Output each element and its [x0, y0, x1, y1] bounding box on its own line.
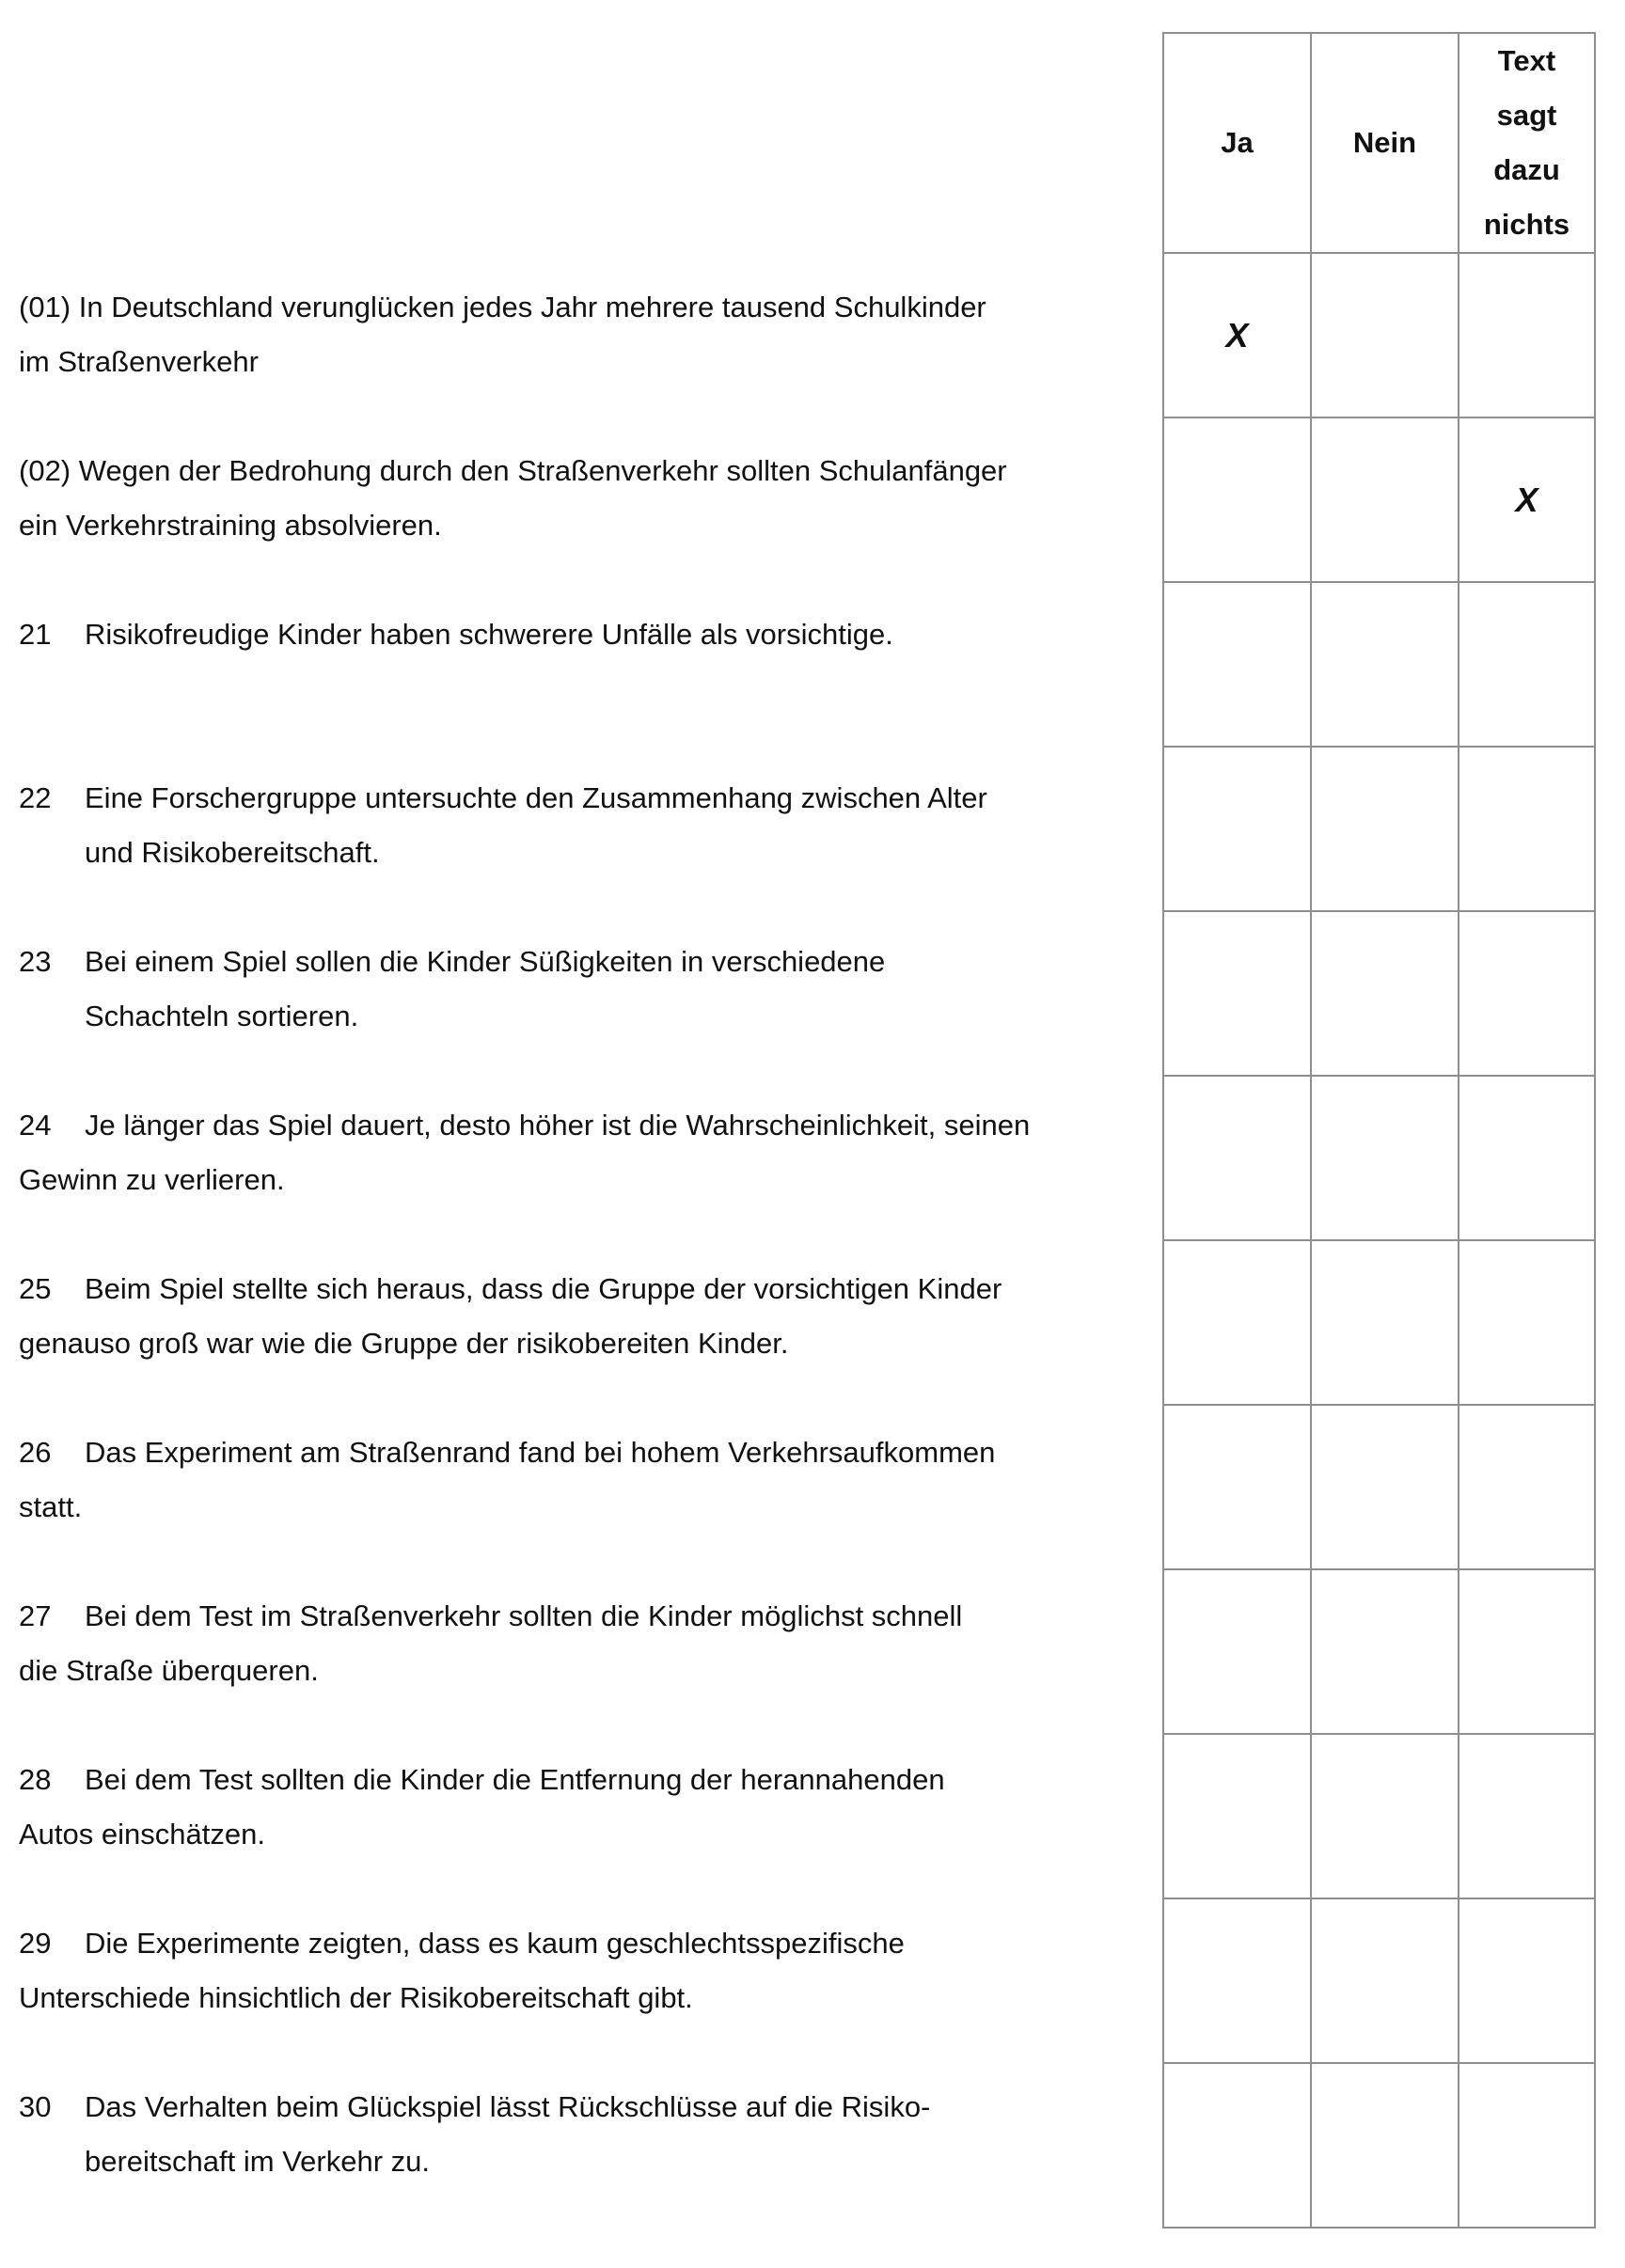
- answer-cell-ja[interactable]: [1163, 1240, 1311, 1405]
- grid-row-21: [1163, 582, 1595, 747]
- statement-25: [19, 1262, 1091, 1371]
- statement-line: Risikofreudige Kinder haben schwerere Unfälle als vorsichtige.: [85, 618, 893, 651]
- answer-cell-nichts[interactable]: [1459, 1405, 1595, 1569]
- answer-cell-nein[interactable]: [1311, 582, 1459, 747]
- grid-row-02: [1163, 417, 1595, 582]
- statement-number: 22: [19, 781, 52, 814]
- statement-line: Das Experiment am Straßenrand fand bei hohem Verkehrsaufkommen: [85, 1436, 996, 1469]
- statement-number: 27: [19, 1599, 52, 1632]
- statement-line: genauso groß war wie die Gruppe der risikobereiten Kinder.: [19, 1327, 789, 1360]
- statement-21: [19, 607, 1091, 662]
- grid-row-25: [1163, 1240, 1595, 1405]
- answer-cell-nein[interactable]: [1311, 1240, 1459, 1405]
- statement-line: Bei einem Spiel sollen die Kinder Süßigkeiten in verschiedene: [85, 945, 886, 978]
- statement-number: 25: [19, 1272, 52, 1305]
- answer-cell-nein[interactable]: [1311, 1569, 1459, 1734]
- grid-row-23: [1163, 911, 1595, 1076]
- statement-number: 28: [19, 1763, 52, 1796]
- statement-line: Bei dem Test sollten die Kinder die Entfernung der herannahenden: [85, 1763, 945, 1796]
- statement-22: [19, 771, 1091, 880]
- statement-02: [19, 444, 1091, 553]
- statement-number: 29: [19, 1927, 52, 1960]
- answer-grid: [1162, 32, 1596, 2229]
- statement-line: Beim Spiel stellte sich heraus, dass die Gruppe der vorsichtigen Kinder: [85, 1272, 1002, 1305]
- column-header-text-sagt-dazu-nichts: Text sagt dazu nichts: [1459, 33, 1595, 253]
- answer-cell-nein[interactable]: [1311, 911, 1459, 1076]
- statement-line: Gewinn zu verlieren.: [19, 1163, 285, 1196]
- statement-line: statt.: [19, 1490, 83, 1523]
- statement-26: [19, 1425, 1091, 1535]
- statement-number: 23: [19, 945, 52, 978]
- answer-cell-nichts[interactable]: [1459, 1734, 1595, 1898]
- answer-cell-nichts[interactable]: [1459, 747, 1595, 911]
- statement-line: Je länger das Spiel dauert, desto höher ist die Wahrscheinlichkeit, seinen: [85, 1109, 1031, 1142]
- statement-28: [19, 1753, 1091, 1862]
- statement-line: (02) Wegen der Bedrohung durch den Straßenverkehr sollten Schulanfänger: [19, 454, 1007, 487]
- answer-cell-nein[interactable]: [1311, 1734, 1459, 1898]
- grid-row-29: [1163, 1898, 1595, 2063]
- answer-cell-nein[interactable]: [1311, 1898, 1459, 2063]
- statement-27: [19, 1589, 1091, 1698]
- answer-cell-ja[interactable]: [1163, 582, 1311, 747]
- answer-cell-nichts[interactable]: [1459, 1569, 1595, 1734]
- answer-cell-nichts[interactable]: [1459, 1898, 1595, 2063]
- statement-line: Unterschiede hinsichtlich der Risikobereitschaft gibt.: [19, 1981, 693, 2014]
- answer-cell-nein[interactable]: [1311, 253, 1459, 417]
- statement-number: 26: [19, 1436, 52, 1469]
- answer-cell-nichts[interactable]: [1459, 582, 1595, 747]
- statement-line: ein Verkehrstraining absolvieren.: [19, 509, 442, 542]
- answer-cell-nein[interactable]: [1311, 1405, 1459, 1569]
- statement-line: Das Verhalten beim Glückspiel lässt Rückschlüsse auf die Risiko-: [85, 2090, 931, 2123]
- statement-number: 24: [19, 1109, 52, 1142]
- answer-cell-ja[interactable]: [1163, 1076, 1311, 1240]
- answer-cell-ja[interactable]: [1163, 2063, 1311, 2228]
- answer-cell-ja[interactable]: [1163, 1405, 1311, 1569]
- statement-29: [19, 1916, 1091, 2025]
- grid-row-28: [1163, 1734, 1595, 1898]
- grid-row-27: [1163, 1569, 1595, 1734]
- answer-cell-nein[interactable]: [1311, 747, 1459, 911]
- statement-line: Eine Forschergruppe untersuchte den Zusammenhang zwischen Alter: [85, 781, 987, 814]
- answer-cell-nein[interactable]: [1311, 2063, 1459, 2228]
- answer-cell-ja[interactable]: [1163, 253, 1311, 417]
- statement-number: 21: [19, 618, 52, 651]
- grid-row-24: [1163, 1076, 1595, 1240]
- answer-cell-nichts[interactable]: [1459, 417, 1595, 582]
- answer-cell-nichts[interactable]: [1459, 1240, 1595, 1405]
- answer-cell-nein[interactable]: [1311, 1076, 1459, 1240]
- answer-cell-ja[interactable]: [1163, 747, 1311, 911]
- statement-30: [19, 2080, 1091, 2189]
- grid-header-row: [1163, 33, 1595, 253]
- statement-line: Autos einschätzen.: [19, 1818, 265, 1851]
- grid-row-26: [1163, 1405, 1595, 1569]
- column-header-nein: Nein: [1311, 33, 1459, 253]
- answer-mark: X: [1225, 315, 1249, 354]
- answer-cell-nichts[interactable]: [1459, 2063, 1595, 2228]
- answer-cell-ja[interactable]: [1163, 911, 1311, 1076]
- statement-23: [19, 935, 1091, 1044]
- cut-off-heading: [90, 0, 579, 4]
- statement-line: Bei dem Test im Straßenverkehr sollten die Kinder möglichst schnell: [85, 1599, 963, 1632]
- answer-cell-nichts[interactable]: [1459, 1076, 1595, 1240]
- statement-line: Die Experimente zeigten, dass es kaum geschlechtsspezifische: [85, 1927, 905, 1960]
- statement-number: 30: [19, 2090, 52, 2123]
- answer-mark: X: [1515, 480, 1538, 519]
- statement-line: im Straßenverkehr: [19, 345, 259, 378]
- statement-01: [19, 280, 1091, 389]
- grid-row-01: [1163, 253, 1595, 417]
- answer-cell-nichts[interactable]: [1459, 911, 1595, 1076]
- statement-line: und Risikobereitschaft.: [85, 836, 380, 869]
- column-header-ja: Ja: [1163, 33, 1311, 253]
- grid-row-22: [1163, 747, 1595, 911]
- statement-line: (01) In Deutschland verunglücken jedes Jahr mehrere tausend Schulkinder: [19, 291, 986, 323]
- answer-cell-ja[interactable]: [1163, 1569, 1311, 1734]
- answer-cell-nein[interactable]: [1311, 417, 1459, 582]
- answer-cell-ja[interactable]: [1163, 417, 1311, 582]
- statement-line: bereitschaft im Verkehr zu.: [85, 2145, 430, 2178]
- statement-24: [19, 1098, 1091, 1207]
- answer-cell-nichts[interactable]: [1459, 253, 1595, 417]
- answer-cell-ja[interactable]: [1163, 1898, 1311, 2063]
- statement-line: Schachteln sortieren.: [85, 1000, 359, 1032]
- grid-row-30: [1163, 2063, 1595, 2228]
- statement-line: die Straße überqueren.: [19, 1654, 319, 1687]
- answer-cell-ja[interactable]: [1163, 1734, 1311, 1898]
